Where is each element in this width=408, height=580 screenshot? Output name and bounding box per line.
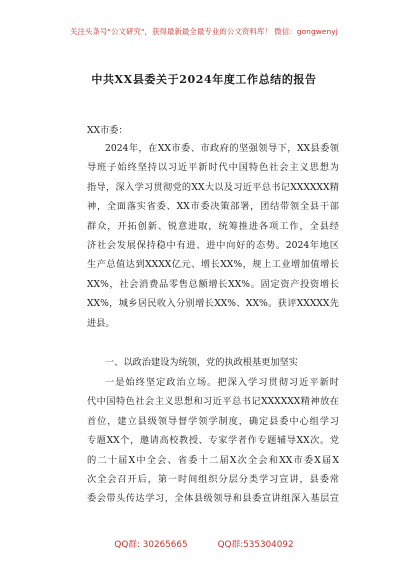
section-heading: 一、以政治建设为统领，党的执政根基更加坚实 (105, 357, 298, 368)
paragraph-line: 导班子始终坚持以习近平新时代中国特色社会主义思想为 (87, 162, 339, 174)
paragraph-line: 次全会召开后，第一时间组织分层分类学习宣讲，县委常 (87, 473, 339, 485)
salutation: XX市委： (87, 125, 128, 136)
paragraph-line: 指导，深入学习贯彻党的XX大以及习近平总书记XXXXXX精 (87, 181, 339, 193)
paragraph-line: 专题XX个，邀请高校教授、专家学者作专题辅导XX次。党 (87, 435, 339, 447)
paragraph-line: XX%，社会消费品零售总额增长XX%。固定资产投资增长 (87, 278, 339, 290)
paragraph-intro (87, 139, 339, 333)
paragraph-line: 2024年，在XX市委、市政府的坚强领导下，XX县委领 (105, 143, 339, 154)
paragraph-line: 群众，开拓创新、锐意进取，统筹推进各项工作，全县经 (87, 220, 339, 232)
paragraph-line: 的二十届X中全会、省委十二届X次全会和XX市委X届X (87, 454, 339, 466)
paragraph-line: 济社会发展保持稳中有进、进中向好的态势。2024年地区 (87, 239, 339, 251)
paragraph-line: 首位，建立县级领导督学领学制度，确定县委中心组学习 (87, 415, 339, 427)
qq-group-2: QQ群:535304092 (217, 540, 294, 550)
header-banner: 关注头条号"公文研究"，获得最新最全最专业的公文资料库！ 微信：gongwenyj (70, 27, 338, 36)
footer-contact (0, 537, 408, 550)
paragraph-line: 一是始终坚定政治立场。把深入学习贯彻习近平新时 (105, 377, 339, 388)
qq-group-1: QQ群: 30265665 (114, 540, 188, 550)
paragraph-line: 进县。 (87, 317, 115, 329)
document-title: 中共XX县委关于2024年度工作总结的报告 (91, 73, 317, 86)
paragraph-line: 代中国特色社会主义思想和习近平总书记XXXXXX精神放在 (87, 396, 339, 408)
paragraph-line: 生产总值达到XXXX亿元、增长XX%，规上工业增加值增长 (87, 259, 339, 271)
paragraph-line: 委会带头传达学习，全体县级领导和县委宣讲组深入基层宣 (87, 493, 339, 505)
paragraph-line: 神，全面落实省委、XX市委决策部署，团结带领全县干部 (87, 201, 339, 213)
paragraph-line: XX%，城乡居民收入分别增长XX%、XX%。获评XXXXX先 (87, 298, 339, 310)
paragraph-political (87, 373, 339, 509)
